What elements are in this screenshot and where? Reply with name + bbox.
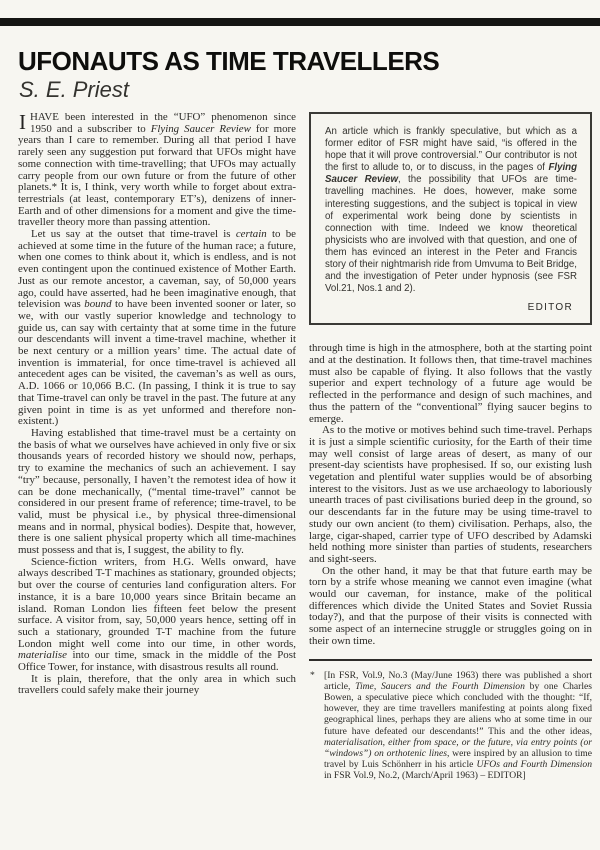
- article-title: UFONAUTS AS TIME TRAVELLERS: [18, 46, 440, 76]
- right-column-text: [309, 343, 592, 647]
- footnote-text: [In FSR, Vol.9, No.3 (May/June 1963) there was published a short article, Time, Saucers and the Fourth Dimension by one Charles Bowen, a speculative piece which concluded with the thought: “If, however, they are time travellers manifesting at points along fixed geographical lines, perhaps they are aliens who at some time in our future have defeated our descendants!” This and the other ideas, materialisation, either from space, or the future, via entry points (or “windows”) on orthotenic lines, were inspired by an allusion to time travel by Luis Schönherr in his article UFOs and Fourth Dimension in FSR Vol.9, No.2, (March/April 1963) – EDITOR]: [324, 669, 593, 782]
- footnote: [309, 670, 592, 782]
- body-paragraph-1-text: HAVE been interested in the “UFO” phenomenon since 1950 and a subscriber to Flying Saucer Review for more years than I care to remember. During all that period I have rarely seen any suggestion put forward that UFOs might have some connection with time-travelling; that UFOs may actually carry people from our own future or from the future of other planets.* It is, I think, very worth while to forget about extra-terrestrials (at least, contemporary ET’s), denizens of inner-Earth and of other dimensions for a moment and give the time-traveller theory more than passing attention.: [18, 111, 296, 229]
- footnote-divider: [309, 659, 592, 661]
- drop-cap-initial: I: [19, 110, 26, 134]
- article-header: [0, 26, 600, 103]
- masthead-rule: [0, 18, 600, 26]
- body-paragraph-5: It is plain, therefore, that the only area in which such travellers could safely make their journey: [18, 672, 296, 697]
- body-paragraph-8: On the other hand, it may be that that future earth may be torn by a strife whose meaning we cannot even imagine (what would our caveman, for instance, make of the political differences which divide the United States and Soviet Russia today?), and that the purpose of their visits is connected with some aspect of an internecine struggle or struggles going on in their own time.: [309, 564, 592, 647]
- body-paragraph-1: [18, 112, 296, 229]
- left-column: [18, 112, 296, 782]
- body-paragraph-6: through time is high in the atmosphere, both at the starting point and at the destination. It follows then, that time-travel machines must also be capable of flying. It also follows that the vastly superior and expert technology of a future age would be reflected in the performance and design of such machines, and thus the pattern of the “conventional” flying saucer begins to emerge.: [309, 342, 592, 425]
- article-byline: S. E. Priest: [19, 77, 130, 102]
- body-paragraph-4: Science-fiction writers, from H.G. Wells onward, have always described T-T machines as stationary, grounded objects; but over the course of centuries land configuration alters. For instance, it is a bare 10,000 years since Britain became an island. Roman London lies fifteen feet below the present surface. A visitor from, say, 50,000 years hence, setting off in such a stationary, grounded T-T machine from the future London might well come into our time, in other words, materialise into our time, smack in the middle of the Post Office Tower, for instance, with disastrous results all round.: [18, 555, 296, 674]
- right-column: [309, 112, 592, 782]
- editor-note-text: An article which is frankly speculative, but which as a former editor of FSR might have said, “is offered in the hope that it will prove controversial.” Our contributor is not the first to allude to, or to discuss, in the pages of Flying Saucer Review, the possibility that UFOs are time-travelling machines. He does, however, make some interesting suggestions, and the subject is topical in view of experimental work being done by scientists in connection with time. Indeed we know theoretical physicists who are involved with that question, and one of them has evinced an interest in the Peter and Francis story of their nightmarish ride from Umvuma to Beit Bridge, and the investigation of Peter under hypnosis (see FSR Vol.21, Nos.1 and 2).: [325, 126, 577, 295]
- editor-signature: EDITOR: [527, 302, 573, 314]
- article-columns: [0, 103, 600, 782]
- body-paragraph-2: Let us say at the outset that time-travel is certain to be achieved at some time in the future of the human race; a future, when one comes to think about it, which is endless, and is not even contingent upon the continued existence of Mother Earth. Just as our remote ancestor, a caveman, say, of 50,000 years ago, could have asserted, had he been imaginative enough, that television was bound to have been invented sooner or later, so we, with our vastly superior knowledge and technology to guide us, can say with certainty that at some time in the future our descendants will invent a time-travel machine, whether it be next century or a million years’ time. The actual date of invention is immaterial, for once time-travel is achieved all antecedent ages can be visited, the caveman’s as well as ours, A.D. 1066 or 10,066 B.C. (In passing, I think it is true to say that Time-travel can only be travel in the past. The future at any given point in time is as yet unformed and therefore non-existent.): [18, 228, 297, 428]
- body-paragraph-7: As to the motive or motives behind such time-travel. Perhaps it is just a simple scientific curiosity, for the Earth of their time may well consist of large areas of desert, as many of our present-day scientists have prophesised. If so, our existing lush vegetation and plentiful water supplies would be of absorbing interest to the visitors. Just as we use archaeology to laboriously unearth traces of past civilisations buried deep in the ground, so our descendants far in the future may be using time-travel to study our own ancient (to them) civilisation. Perhaps, also, the large, cigar-shaped, carrier type of UFO described by Adamski held nothing more sinister than parties of students, researchers and sight-seers.: [309, 424, 592, 565]
- body-paragraph-3: Having established that time-travel must be a certainty on the basis of what we ourselves have achieved in only five or six thousands years of recorded history we should now, perhaps, try to examine the mechanics of such an achievement. I say “try” because, personally, I haven’t the remotest idea of how it can be done mechanically, (“mental time-travel” cannot be considered in our present frame of reference; time-travel, to be valid, must be physical i.e., by physical three-dimensional means and in normal, physical bodies). Despite that, however, there is one salient physical property which all time-machines must possess and that is, I suggest, the ability to fly.: [18, 426, 296, 557]
- editor-note-box: [309, 112, 592, 325]
- footnote-asterisk: *: [310, 669, 315, 681]
